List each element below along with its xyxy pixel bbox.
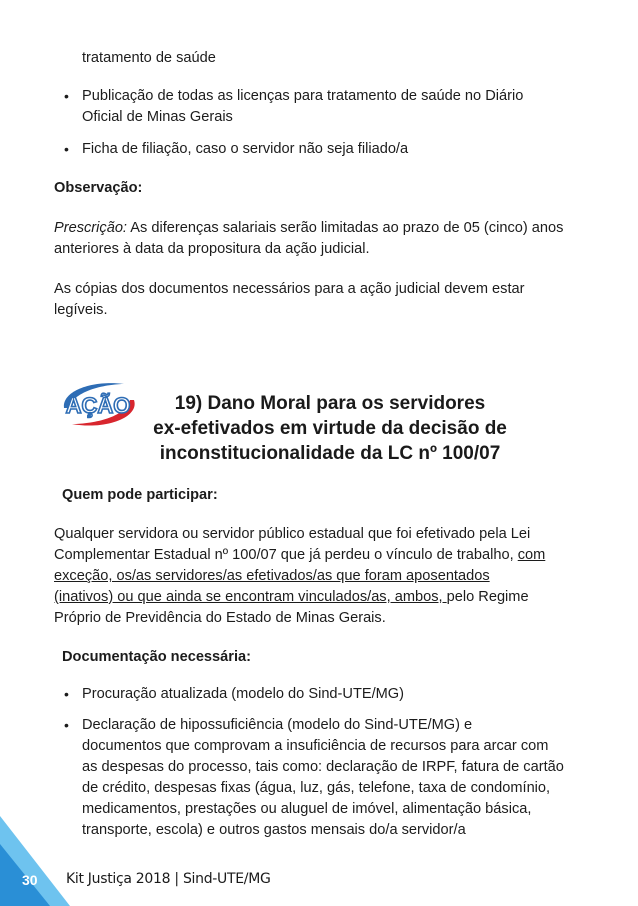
- prescricao-line: anteriores à data da propositura da ação judicial.: [54, 241, 370, 257]
- who-line: [54, 545, 545, 566]
- who-underlined-text: com: [517, 547, 546, 563]
- footer-text: Kit Justiça 2018 | Sind-UTE/MG: [66, 871, 271, 887]
- list-item-continuation: tratamento de saúde: [82, 50, 216, 66]
- section-title-line: 19) Dano Moral para os servidores: [174, 393, 486, 414]
- who-line: Qualquer servidora ou servidor público estadual que foi efetivado pela Lei: [54, 526, 531, 542]
- observacao-heading: Observação:: [54, 180, 143, 196]
- who-line: Próprio de Previdência do Estado de Minas Gerais.: [54, 610, 386, 626]
- prescricao-paragraph: [54, 218, 563, 239]
- bullet-icon: •: [64, 686, 69, 702]
- bullet-icon: •: [64, 88, 69, 104]
- who-text: pelo Regime: [446, 589, 529, 605]
- who-line: [54, 587, 529, 608]
- who-underlined-text: (inativos) ou que ainda se encontram vinculados/as, ambos,: [54, 589, 447, 605]
- prescricao-text: As diferenças salariais serão limitadas ao prazo de 05 (cinco) anos: [127, 220, 564, 236]
- docs-item-line: de crédito, despesas fixas (água, luz, gás, telefone, taxa de condomínio,: [82, 780, 551, 796]
- docs-item-line: documentos que comprovam a insuficiência de recursos para arcar com: [82, 738, 549, 754]
- bullet-icon: •: [64, 717, 69, 733]
- docs-item-line: as despesas do processo, tais como: declaração de IRPF, fatura de cartão: [82, 759, 564, 775]
- prescricao-label: Prescrição:: [54, 220, 127, 236]
- docs-item-line: Declaração de hipossuficiência (modelo do Sind-UTE/MG) e: [82, 717, 473, 733]
- docs-item-line: Procuração atualizada (modelo do Sind-UTE/MG): [82, 686, 405, 702]
- docs-heading: Documentação necessária:: [62, 649, 251, 665]
- list-item-line: Ficha de filiação, caso o servidor não seja filiado/a: [82, 141, 409, 157]
- footer-corner-graphic: [0, 816, 70, 906]
- section-title-line: inconstitucionalidade da LC nº 100/07: [159, 443, 501, 464]
- section-title: [120, 391, 540, 466]
- docs-item-line: transporte, escola) e outros gastos mensais do/a servidor/a: [82, 822, 466, 838]
- svg-text:AÇÃO: AÇÃO: [65, 393, 131, 418]
- list-item-line: Publicação de todas as licenças para tratamento de saúde no Diário: [82, 88, 524, 104]
- who-underlined-line: exceção, os/as servidores/as efetivados/as que foram aposentados: [54, 568, 490, 584]
- copias-line: legíveis.: [54, 302, 108, 318]
- docs-item-line: medicamentos, prestações ou aluguel de imóvel, alimentação básica,: [82, 801, 532, 817]
- section-title-line: ex-efetivados em virtude da decisão de: [153, 418, 507, 439]
- who-text: Complementar Estadual nº 100/07 que já perdeu o vínculo de trabalho,: [54, 547, 518, 563]
- list-item-line: Oficial de Minas Gerais: [82, 109, 233, 125]
- page-number: 30: [22, 872, 38, 888]
- bullet-icon: •: [64, 141, 69, 157]
- who-heading: Quem pode participar:: [62, 487, 218, 503]
- copias-line: As cópias dos documentos necessários para a ação judicial devem estar: [54, 281, 525, 297]
